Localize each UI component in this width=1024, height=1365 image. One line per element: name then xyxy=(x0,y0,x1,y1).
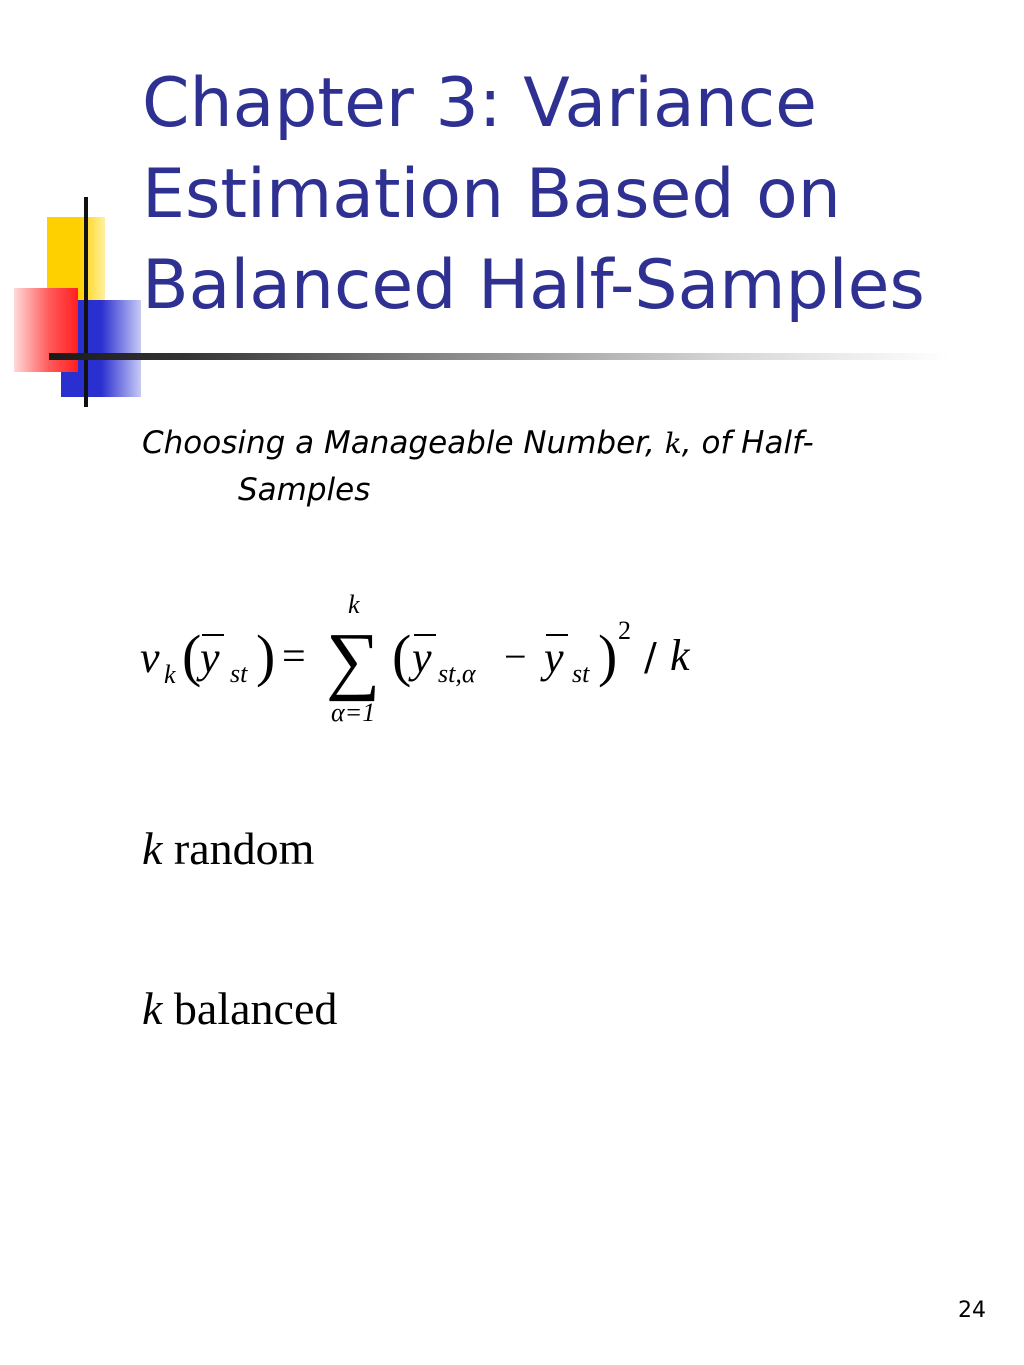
formula-rparen-1: ) xyxy=(256,623,276,688)
formula-y-1: y xyxy=(200,633,220,682)
title-line-3: Balanced Half-Samples xyxy=(142,246,925,325)
subtitle-text-after: , of Half- xyxy=(681,425,814,461)
subtitle-line-2: Samples xyxy=(238,472,371,508)
formula-slash: / xyxy=(644,635,657,679)
formula-equals: = xyxy=(282,634,306,680)
formula-lparen-2: ( xyxy=(392,623,412,688)
formula-v: v xyxy=(140,633,160,682)
formula-sigma: ∑ xyxy=(326,618,381,702)
title-underline xyxy=(49,353,949,360)
item-k-balanced xyxy=(142,982,337,1035)
decor-vertical-line xyxy=(84,197,88,407)
formula-sum-lower: α=1 xyxy=(331,698,376,727)
formula-exponent: 2 xyxy=(618,616,631,645)
title-line-1: Chapter 3: Variance xyxy=(142,64,818,143)
slide-subtitle xyxy=(142,420,942,513)
title-line-2: Estimation Based on xyxy=(142,155,841,234)
formula-sum-upper: k xyxy=(348,590,360,619)
formula-lparen-1: ( xyxy=(182,623,202,688)
slide-title xyxy=(142,58,1002,331)
formula-st-1: st xyxy=(230,659,248,688)
formula-y-3: y xyxy=(544,633,564,682)
item-k-random-symbol: k xyxy=(142,823,163,874)
subtitle-text-before: Choosing a Manageable Number, xyxy=(142,425,665,461)
page-number: 24 xyxy=(958,1298,986,1323)
item-k-random xyxy=(142,822,314,875)
formula-rparen-2: ) xyxy=(598,623,618,688)
formula-k-subscript: k xyxy=(164,660,176,689)
formula-minus: − xyxy=(504,634,527,679)
item-k-random-text: random xyxy=(162,823,315,874)
variance-formula xyxy=(138,585,758,735)
item-k-balanced-text: balanced xyxy=(162,983,338,1034)
formula-st-2: st xyxy=(572,659,590,688)
formula-divisor-k: k xyxy=(670,631,690,680)
formula-st-alpha: st,α xyxy=(438,659,476,688)
subtitle-k-symbol: k xyxy=(664,427,682,460)
formula-y-2: y xyxy=(412,633,432,682)
item-k-balanced-symbol: k xyxy=(142,983,163,1034)
